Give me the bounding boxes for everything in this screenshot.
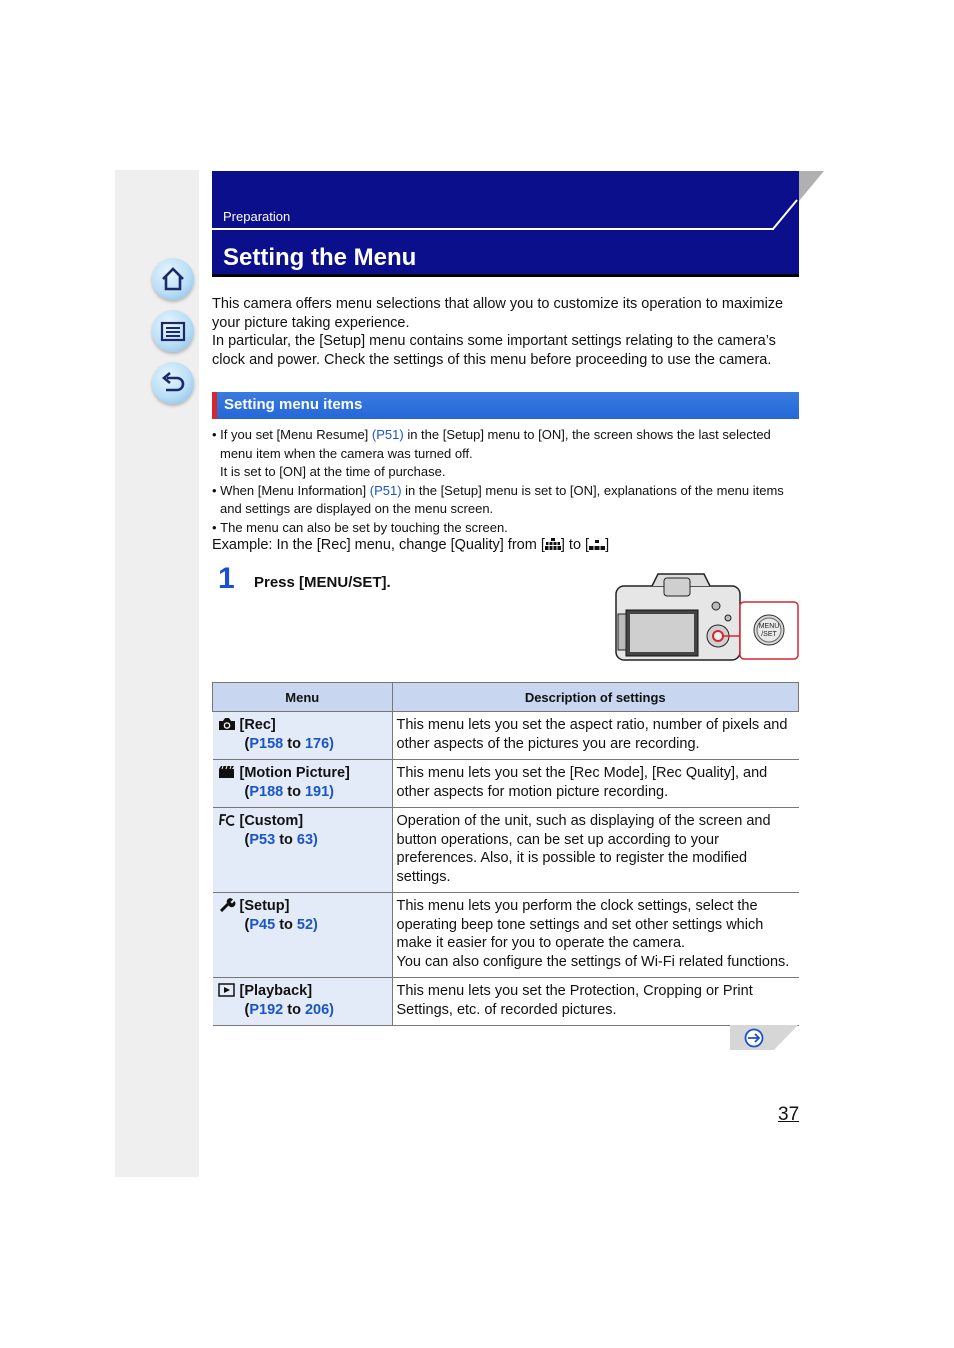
step-instruction: Press [MENU/SET].: [254, 574, 391, 591]
page-link[interactable]: P158: [249, 735, 284, 752]
playback-icon: [218, 983, 236, 997]
next-page-button[interactable]: [730, 1025, 800, 1051]
back-button[interactable]: [152, 362, 194, 404]
home-button[interactable]: [152, 258, 194, 300]
section-heading: [212, 392, 799, 419]
page-number: 37: [778, 1104, 800, 1125]
menu-name: [Custom]: [239, 813, 304, 829]
table-row: [213, 893, 799, 978]
menu-description: This menu lets you set the Protection, Cropping or Print Settings, etc. of recorded pictures.: [392, 978, 799, 1026]
header-menu: Menu: [213, 683, 393, 712]
back-icon: [159, 369, 187, 397]
notes-list: [212, 426, 802, 537]
menu-name: [Playback]: [239, 983, 313, 999]
note-item: • The menu can also be set by touching the screen.: [212, 519, 508, 535]
menu-name: [Rec]: [239, 717, 276, 733]
page-range: (P188 to 191): [244, 783, 335, 800]
quality-standard-icon: [589, 538, 605, 550]
page-link[interactable]: P192: [249, 1001, 284, 1018]
camera-icon: [218, 717, 236, 731]
header-divider: [212, 228, 774, 230]
custom-icon: [218, 813, 236, 827]
menu-name: [Motion Picture]: [239, 765, 350, 781]
intro-text: [212, 295, 802, 369]
header-description: Description of settings: [392, 683, 799, 712]
page-link[interactable]: (P51): [371, 427, 404, 442]
page-link[interactable]: (P51): [369, 482, 402, 498]
menu-table: [212, 682, 799, 1026]
page-range: (P192 to 206): [244, 1001, 335, 1018]
menu-description: This menu lets you set the [Rec Mode], [Rec Quality], and other aspects for motion picture recording.: [392, 760, 799, 808]
menu-description: Operation of the unit, such as displaying of the screen and button operations, can be set up according to your preferences. Also, it is possible to register the modified settings.: [392, 808, 799, 893]
page-link[interactable]: 52: [296, 916, 314, 933]
wrench-icon: [218, 898, 236, 912]
table-row: [213, 760, 799, 808]
intro-paragraph: This camera offers menu selections that allow you to customize its operation to maximize your picture taking experience.: [212, 296, 784, 331]
quality-fine-icon: [545, 538, 561, 550]
menu-set-label: /SET: [761, 631, 777, 638]
page-link[interactable]: 206: [304, 1001, 330, 1018]
header-corner-fold: [770, 171, 826, 231]
step-number: 1: [218, 562, 235, 595]
section-heading-label: Setting menu items: [224, 396, 363, 413]
page-range: (P53 to 63): [244, 831, 318, 848]
section-label: Preparation: [223, 209, 291, 224]
camera-illustration: [612, 570, 802, 665]
intro-paragraph: In particular, the [Setup] menu contains some important settings relating to the camera’s clock and power. Check the settings of this menu before proceeding to use the camera.: [212, 333, 776, 368]
page-range: (P158 to 176): [244, 735, 335, 752]
example-text: Example: In the [Rec] menu, change [Quality] from [ ] to [ ]: [212, 537, 610, 553]
page-link[interactable]: P53: [249, 831, 276, 848]
list-icon: [159, 317, 187, 345]
menu-name: [Setup]: [239, 898, 290, 914]
table-row: [213, 808, 799, 893]
page-link[interactable]: 191: [304, 783, 330, 800]
table-row: [213, 978, 799, 1026]
page-link[interactable]: P45: [249, 916, 276, 933]
menu-description: This menu lets you perform the clock settings, select the operating beep tone settings and set other settings which make it easier for you to operate the camera. You can also configure the settings of Wi-Fi related functions.: [392, 893, 799, 978]
next-arrow-icon: [746, 1030, 763, 1047]
page-title: Setting the Menu: [223, 244, 417, 271]
page-link[interactable]: P188: [249, 783, 284, 800]
note-subtext: It is set to [ON] at the time of purchase.: [220, 464, 446, 479]
page-link[interactable]: 176: [304, 735, 330, 752]
menu-description: This menu lets you set the aspect ratio, number of pixels and other aspects of the pictures you are recording.: [392, 712, 799, 760]
movie-icon: [218, 765, 236, 779]
contents-button[interactable]: [152, 310, 194, 352]
menu-set-label: MENU: [758, 623, 780, 630]
note-item: • When [Menu Information] (P51) in the [Setup] menu is set to [ON], explanations of the menu items and settings are displayed on the menu screen.: [212, 482, 784, 516]
page-link[interactable]: 63: [296, 831, 314, 848]
title-underline: [212, 274, 799, 277]
note-item: • If you set [Menu Resume] (P51) in the [Setup] menu to [ON], the screen shows the last selected menu item when the camera was turned off.: [212, 427, 771, 461]
page-range: (P45 to 52): [244, 916, 318, 933]
home-icon: [159, 265, 187, 293]
table-row: [213, 712, 799, 760]
